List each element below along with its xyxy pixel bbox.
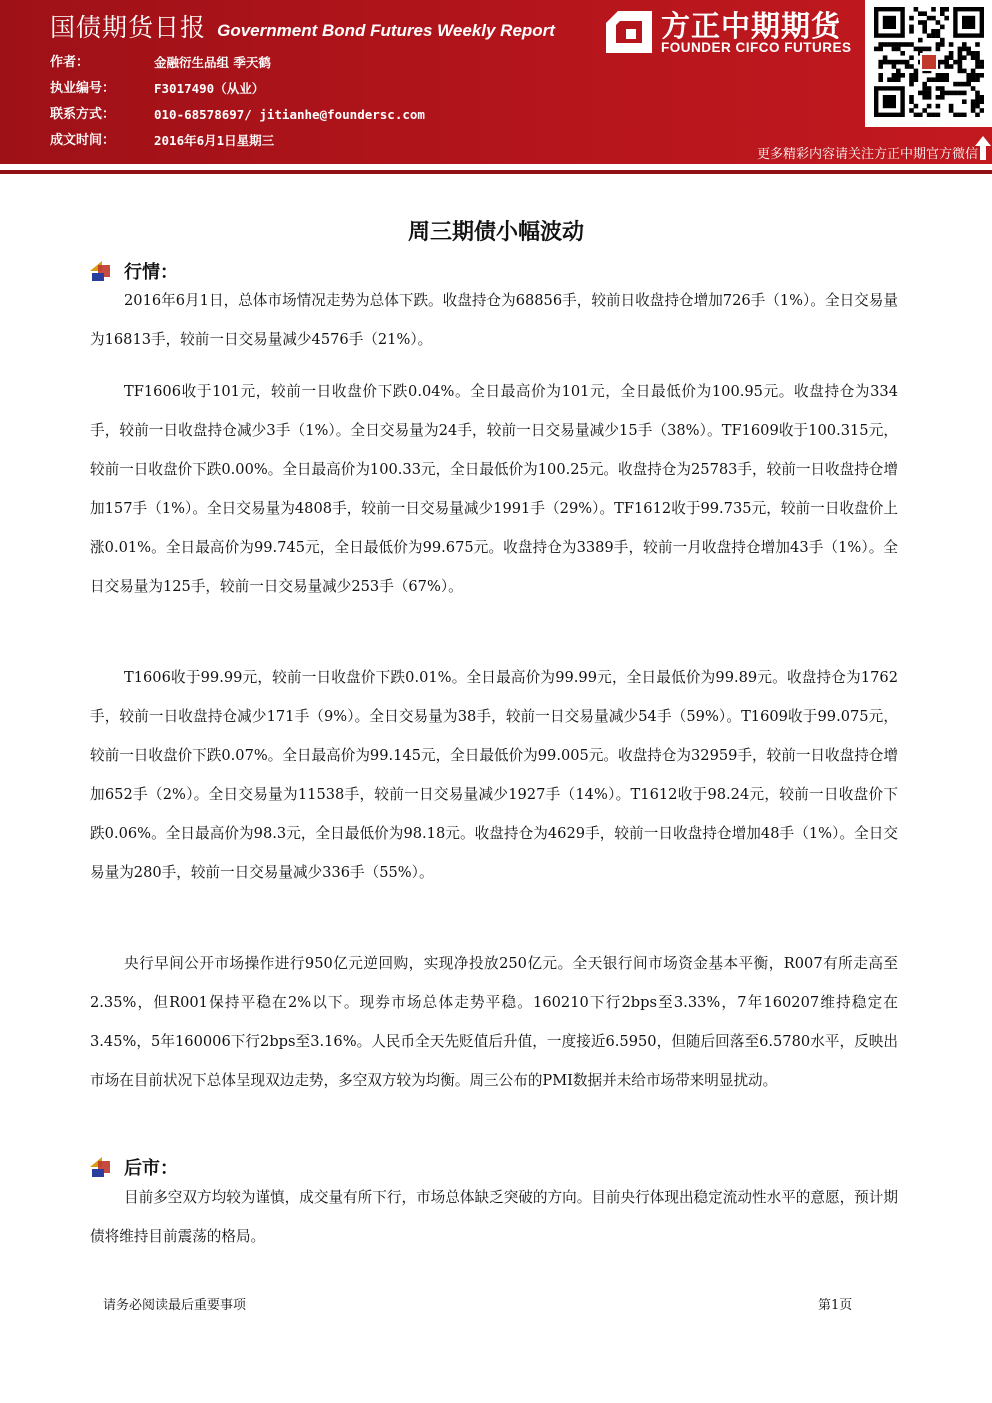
- meta-label: 成文时间：: [50, 133, 116, 148]
- meta-row-author: [50, 52, 425, 78]
- meta-row-date: [50, 130, 425, 156]
- meta-value: 金融衍生品组 季天鹤: [154, 55, 271, 70]
- header-rule: [0, 170, 992, 174]
- company-name-cn: 方正中期期货: [661, 9, 842, 43]
- report-title-cn: 国债期货日报: [50, 13, 207, 42]
- paragraph: 2016年6月1日，总体市场情况走势为总体下跌。收盘持仓为68856手，较前日收盘持仓增加726手（1%）。全日交易量为16813手，较前一日交易量减少4576手（21%）。: [90, 292, 898, 348]
- section-label: 后市：: [124, 1158, 178, 1179]
- meta-row-license: [50, 78, 425, 104]
- meta-value: F3017490（从业）: [154, 81, 265, 96]
- footer-notice: 请务必阅读最后重要事项: [103, 1298, 247, 1313]
- wechat-follow-note: 更多精彩内容请关注方正中期官方微信: [756, 147, 978, 162]
- author-meta: [50, 52, 425, 156]
- document-title: 周三期债小幅波动: [407, 220, 584, 245]
- meta-value: 010-68578697/ jitianhe@foundersc.com: [154, 107, 425, 122]
- section-bullet-icon: [90, 261, 110, 281]
- meta-row-contact: [50, 104, 425, 130]
- section-heading-outlook: [90, 1154, 178, 1180]
- company-logo-icon: [604, 9, 654, 55]
- wechat-qr-code: [865, 0, 992, 127]
- meta-label: 联系方式：: [50, 107, 116, 122]
- paragraph: 央行早间公开市场操作进行950亿元逆回购，实现净投放250亿元。全天银行间市场资金基本平衡，R007有所走高至2.35%，但R001保持平稳在2%以下。现券市场总体走势平稳。160210下行2bps至3.33%，7年160207维持稳定在3.45%，5年160006下行2bps至3.16%。人民币全天先贬值后升值，一度接近6.5950，但随后回落至6.5780水平，反映出市场在目前状况下总体呈现双边走势，多空双方较为均衡。周三公布的PMI数据并未给市场带来明显扰动。: [90, 955, 898, 1089]
- paragraph: 目前多空双方均较为谨慎，成交量有所下行，市场总体缺乏突破的方向。目前央行体现出稳定流动性水平的意愿，预计期债将维持目前震荡的格局。: [90, 1189, 898, 1245]
- company-name-en: FOUNDER CIFCO FUTURES: [661, 40, 852, 55]
- section-label: 行情：: [124, 262, 178, 283]
- meta-label: 作者：: [50, 55, 90, 70]
- paragraph: T1606收于99.99元，较前一日收盘价下跌0.01%。全日最高价为99.99元，全日最低价为99.89元。收盘持仓为1762手，较前一日收盘持仓减少171手（9%）。全日交易量为38手，较前一日交易量减少54手（59%）。T1609收于99.075元，较前一日收盘价下跌0.07%。全日最高价为99.145元，全日最低价为99.005元。收盘持仓为32959手，较前一日收盘持仓增加652手（2%）。全日交易量为11538手，较前一日交易量减少1927手（14%）。T1612收于98.24元，较前一日收盘价下跌0.06%。全日最高价为98.3元，全日最低价为98.18元。收盘持仓为4629手，较前一日收盘持仓增加48手（1%）。全日交易量为280手，较前一日交易量减少336手（55%）。: [90, 669, 898, 881]
- up-arrow-icon: [974, 135, 992, 161]
- paragraph: TF1606收于101元，较前一日收盘价下跌0.04%。全日最高价为101元，全日最低价为100.95元。收盘持仓为334手，较前一日收盘持仓减少3手（1%）。全日交易量为24手，较前一日交易量减少15手（38%）。TF1609收于100.315元，较前一日收盘价下跌0.00%。全日最高价为100.33元，全日最低价为100.25元。收盘持仓为25783手，较前一日收盘持仓增加157手（1%）。全日交易量为4808手，较前一日交易量减少1991手（29%）。TF1612收于99.735元，较前一日收盘价上涨0.01%。全日最高价为99.745元，全日最低价为99.675元。收盘持仓为3389手，较前一月收盘持仓增加43手（1%）。全日交易量为125手，较前一日交易量减少253手（67%）。: [90, 383, 898, 595]
- qr-code-icon: [874, 7, 984, 117]
- section-bullet-icon: [90, 1157, 110, 1177]
- meta-label: 执业编号：: [50, 81, 116, 96]
- report-header: [0, 0, 992, 164]
- meta-value: 2016年6月1日星期三: [154, 133, 275, 148]
- report-title-en: Government Bond Futures Weekly Report: [217, 21, 555, 40]
- page-number: 第1页: [818, 1298, 853, 1313]
- report-title: [50, 8, 555, 44]
